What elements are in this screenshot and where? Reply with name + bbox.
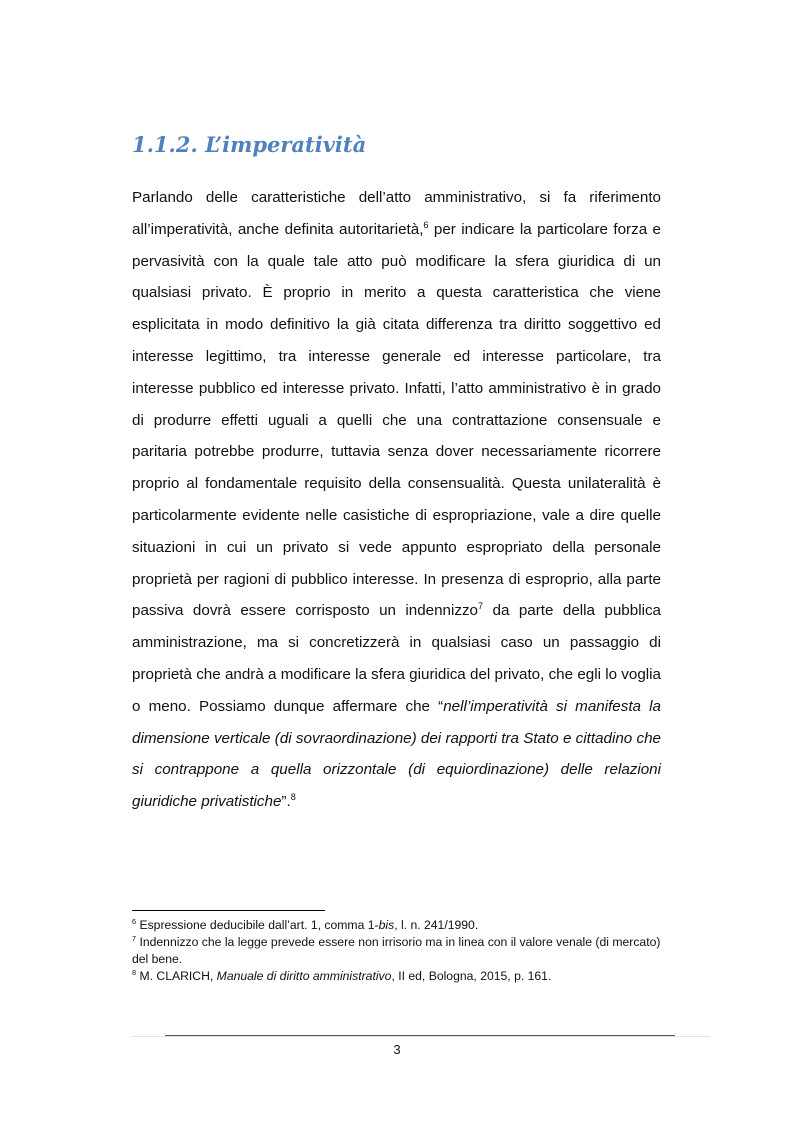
footnote-italic: bis: [378, 918, 395, 932]
body-text-part-4: ”.: [281, 793, 291, 811]
footnote-number: 6: [132, 916, 137, 926]
footnote-number: 7: [132, 933, 137, 943]
section-heading: 1.1.2. L’imperatività: [132, 132, 367, 157]
page-number: 3: [393, 1042, 401, 1057]
footnote-number: 8: [132, 967, 137, 977]
footnotes: [132, 917, 662, 985]
footnote-ref-6[interactable]: 6: [423, 219, 429, 230]
footnote-ref-7[interactable]: 7: [478, 601, 484, 612]
footnote-text: M. CLARICH,: [136, 969, 217, 983]
footnote-separator: [132, 910, 325, 911]
footnote-text: Espressione deducibile dall’art. 1, comma 1-: [136, 918, 379, 932]
quoted-text: nell’imperatività si manifesta la dimensione verticale (di sovraordinazione) dei rapporti tra Stato e cittadino che si contrappone a quella orizzontale (di equiordinazione) delle relazioni giuridiche privatistiche: [132, 697, 661, 811]
footnote-italic: Manuale di diritto amministrativo: [216, 969, 392, 983]
footnote-text: Indennizzo che la legge prevede essere non irrisorio ma in linea con il valore venale (di mercato) del bene.: [132, 935, 661, 966]
footer-rule-light: [132, 1036, 710, 1037]
body-text-part-3: da parte della pubblica amministrazione, ma si concretizzerà in qualsiasi caso un passaggio di proprietà che andrà a modificare la sfera giuridica del privato, che egli lo voglia o meno. Possiamo dunque affermare che “: [132, 602, 661, 715]
footnote-6: [132, 917, 662, 934]
footnote-text: , l. n. 241/1990.: [394, 918, 479, 932]
footnote-text: , II ed, Bologna, 2015, p. 161.: [391, 969, 552, 983]
footnote-7: [132, 934, 662, 968]
footer-rule: [165, 1035, 675, 1036]
footnote-ref-8[interactable]: 8: [290, 792, 296, 803]
footnote-8: [132, 968, 662, 985]
body-text-part-1: Parlando delle caratteristiche dell’atto amministrativo, si fa riferimento all’imperatività, anche definita autoritarietà,: [132, 189, 661, 238]
body-paragraph: [132, 182, 661, 818]
body-text-part-2: per indicare la particolare forza e pervasività con la quale tale atto può modificare la sfera giuridica di un qualsiasi privato. È proprio in merito a questa caratteristica che viene esplicitata in modo definitivo la già citata differenza tra diritto soggettivo ed interesse legittimo, tra interesse generale ed interesse particolare, tra interesse pubblico ed interesse privato. Infatti, l’atto amministrativo è in grado di produrre effetti uguali a quelli che una contrattazione consensuale e paritaria potrebbe produrre, tuttavia senza dover necessariamente ricorrere proprio al fondamentale requisito della consensualità. Questa unilateralità è particolarmente evidente nelle casistiche di espropriazione, vale a dire quelle situazioni in cui un privato si vede appunto espropriato della personale proprietà per ragioni di pubblico interesse. In presenza di esproprio, alla parte passiva dovrà essere corrisposto un indennizzo: [132, 220, 661, 620]
